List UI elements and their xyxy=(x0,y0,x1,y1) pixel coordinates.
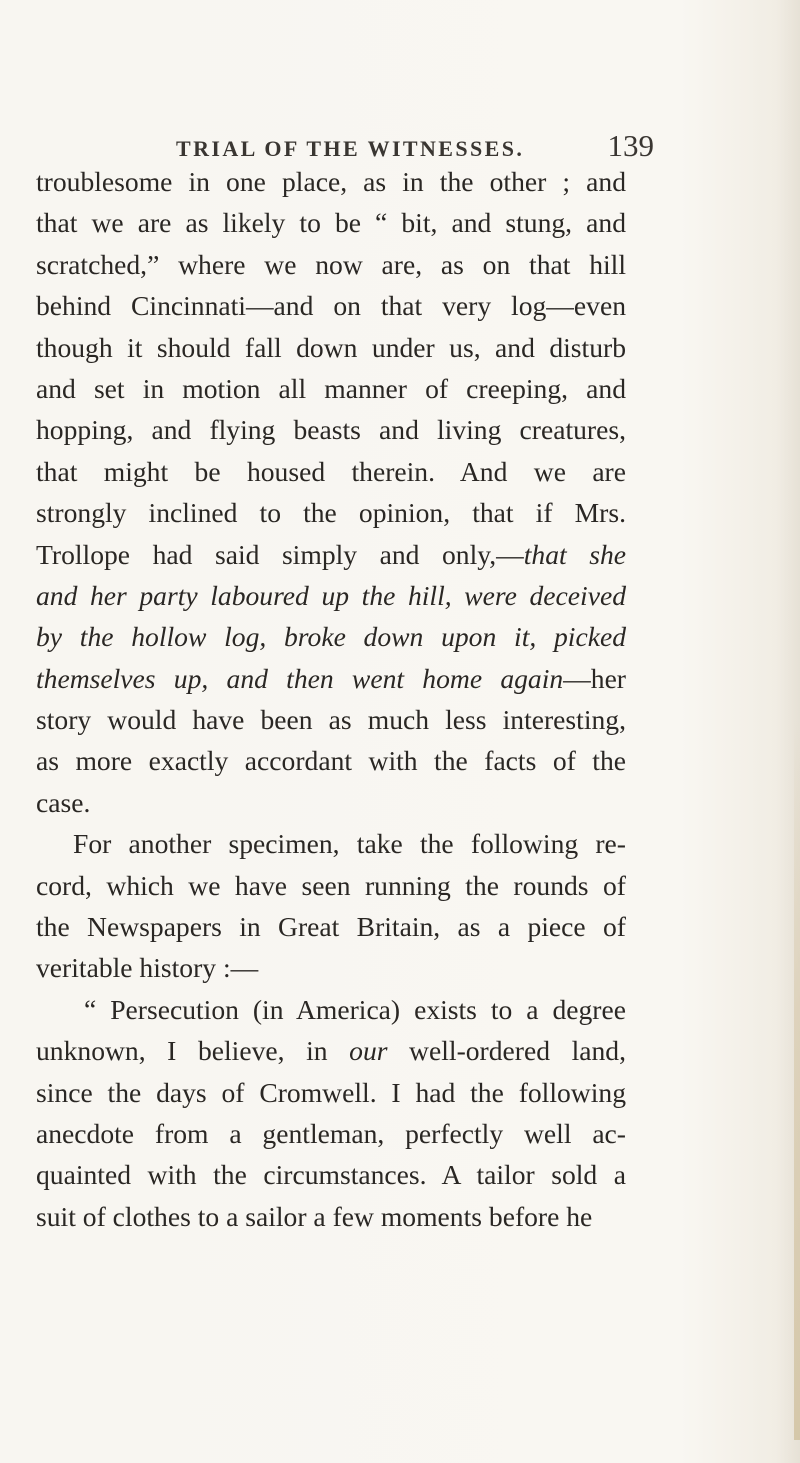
text-line: story would have been as much less interesting, xyxy=(36,704,626,736)
text-line: strongly inclined to the opinion, that if Mrs. xyxy=(36,497,626,529)
text-line: and set in motion all manner of creeping, and xyxy=(36,372,626,404)
italic-text: themselves up, and then went home again xyxy=(36,662,564,694)
italic-text: that she xyxy=(523,538,626,570)
text-line xyxy=(36,534,626,575)
page-edge-stain xyxy=(794,720,800,1440)
paragraph-end-line: veritable history :— xyxy=(36,952,259,984)
text-segment: unknown, I believe, in xyxy=(36,1035,350,1067)
text-segment: Trollope had said simply and only,— xyxy=(36,538,524,570)
text-line: hopping, and flying beasts and living creatures, xyxy=(36,414,626,446)
text-line: that might be housed therein. And we are xyxy=(36,455,626,487)
italic-text-line: by the hollow log, broke down upon it, picked xyxy=(36,621,626,653)
quotation-start-line: “ Persecution (in America) exists to a degree xyxy=(84,993,626,1025)
paragraph-start-line: For another specimen, take the following re- xyxy=(73,828,626,860)
text-line: behind Cincinnati—and on that very log—even xyxy=(36,290,626,322)
text-line: troublesome in one place, as in the other ; and xyxy=(36,166,626,197)
text-line: cord, which we have seen running the rounds of xyxy=(36,869,626,901)
page-number: 139 xyxy=(607,128,654,163)
text-line: as more exactly accordant with the facts of the xyxy=(36,745,626,777)
text-line xyxy=(36,658,626,699)
text-segment: —her xyxy=(563,662,626,694)
italic-text-line: and her party laboured up the hill, were deceived xyxy=(36,579,626,611)
text-line: the Newspapers in Great Britain, as a piece of xyxy=(36,911,626,943)
text-line: though it should fall down under us, and disturb xyxy=(36,331,626,363)
text-line xyxy=(36,1030,626,1071)
italic-text: our xyxy=(349,1035,388,1067)
text-line: anecdote from a gentleman, perfectly well ac- xyxy=(36,1117,626,1149)
text-line: that we are as likely to be “ bit, and stung, and xyxy=(36,207,626,239)
running-title: TRIAL OF THE WITNESSES. xyxy=(176,136,525,161)
text-line: since the days of Cromwell. I had the following xyxy=(36,1076,626,1108)
paragraph-end-line: case. xyxy=(36,786,91,818)
text-line: quainted with the circumstances. A tailor sold a xyxy=(36,1159,626,1191)
body-text xyxy=(36,161,626,1237)
text-line: scratched,” where we now are, as on that hill xyxy=(36,248,626,280)
text-segment: well-ordered land, xyxy=(387,1035,627,1067)
text-line: suit of clothes to a sailor a few moments before he xyxy=(36,1200,593,1232)
